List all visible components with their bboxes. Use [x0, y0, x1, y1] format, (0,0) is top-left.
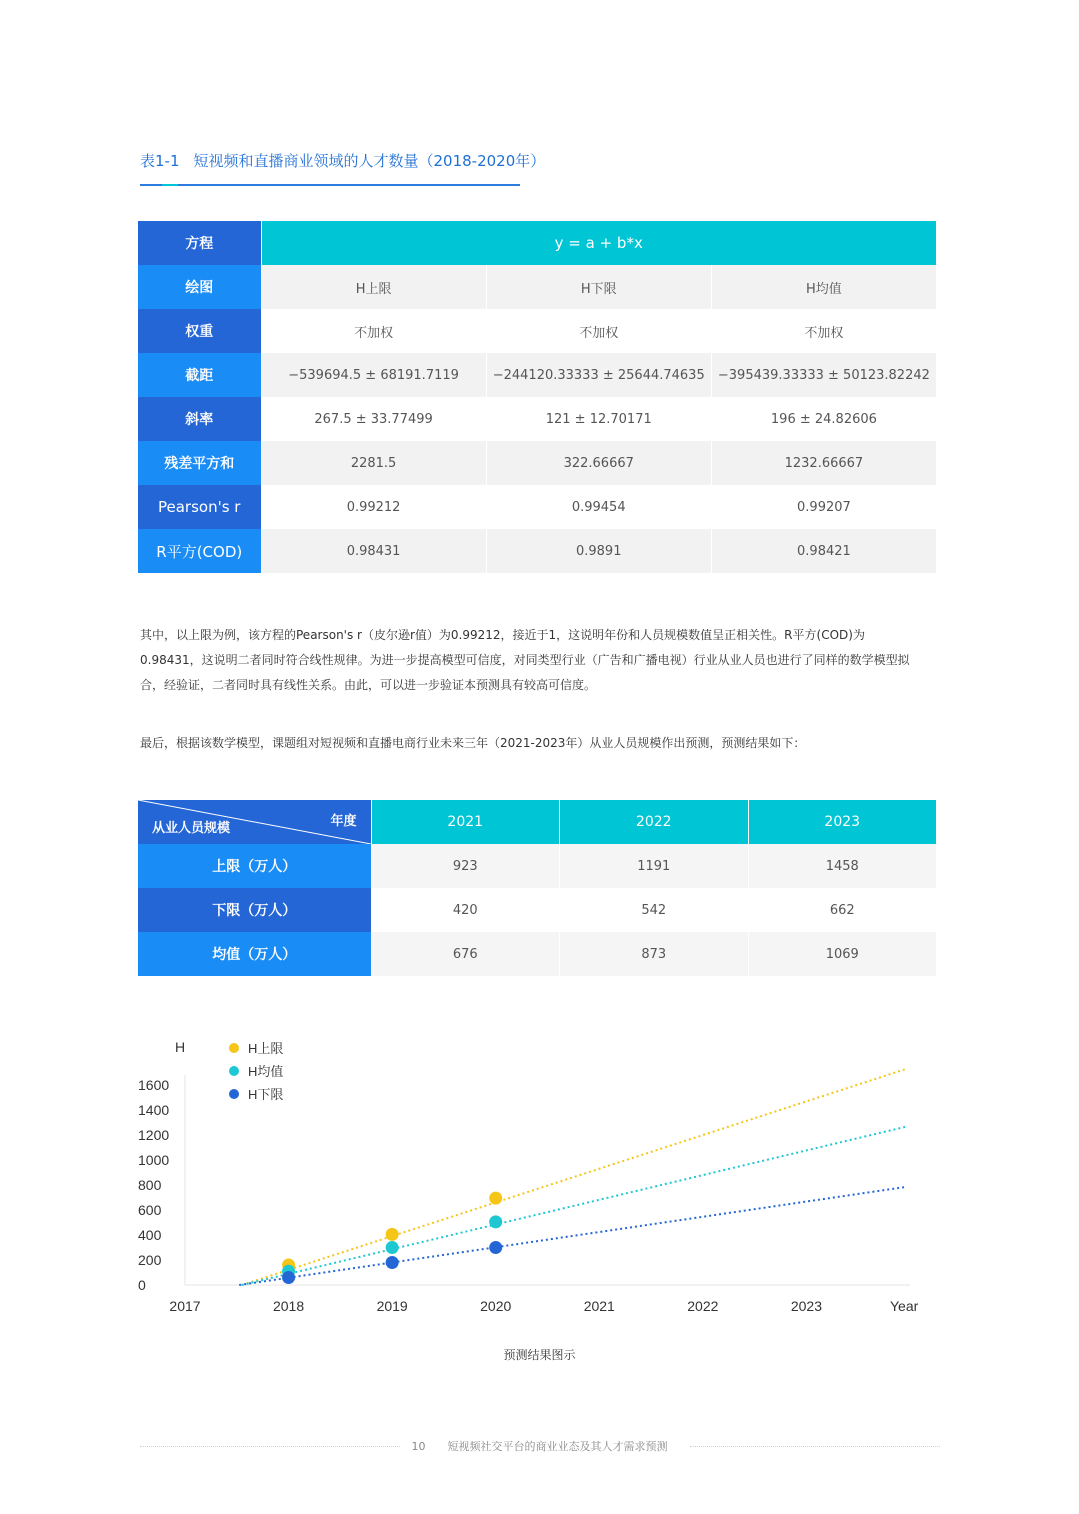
table-row [138, 485, 937, 529]
table-cell: 0.98421 [711, 529, 936, 573]
legend-label: H均值 [248, 1064, 284, 1079]
y-tick-label: 1400 [138, 1102, 170, 1118]
prediction-intro-paragraph: 最后，根据该数学模型，课题组对短视频和直播电商行业未来三年（2021-2023年）从业人员规模作出预测，预测结果如下： [140, 736, 806, 750]
table-cell: 1458 [748, 844, 937, 888]
table-cell: 1191 [560, 844, 749, 888]
footer-title: 短视频社交平台的商业业态及其人才需求预测 [447, 1440, 668, 1453]
table-cell: 676 [371, 932, 560, 976]
table-cell: 不加权 [711, 309, 936, 353]
table-cell: 873 [560, 932, 749, 976]
table-cell: 662 [748, 888, 937, 932]
row-header: R平方(COD) [138, 529, 261, 573]
trend-line [242, 1069, 905, 1285]
x-tick-label: 2019 [376, 1298, 408, 1314]
x-tick-label: 2022 [687, 1298, 719, 1314]
paragraph-line: 0.98431，这说明二者同时符合线性规律。为进一步提高模型可信度，对同类型行业（广告和广播电视）行业从业人员也进行了同样的数学模型拟 [140, 653, 910, 667]
caption-title: 短视频和直播商业领域的人才数量（2018-2020年） [193, 152, 546, 170]
caption-underline [140, 184, 520, 186]
data-point [386, 1241, 399, 1254]
table-cell: 923 [371, 844, 560, 888]
row-header: 下限（万人） [138, 888, 371, 932]
table-cell: −539694.5 ± 68191.7119 [261, 353, 486, 397]
x-tick-label: 2021 [583, 1298, 615, 1314]
table-cell: H上限 [261, 265, 486, 309]
data-point [386, 1256, 399, 1269]
table-header-row [138, 800, 937, 844]
corner-size-label: 从业人员规模 [152, 821, 231, 836]
y-tick-label: 200 [138, 1252, 162, 1268]
y-tick-label: 400 [138, 1227, 162, 1243]
row-header: 均值（万人） [138, 932, 371, 976]
table-cell: 0.98431 [261, 529, 486, 573]
y-tick-label: 600 [138, 1202, 162, 1218]
y-axis-label: H [175, 1039, 186, 1055]
year-header: 2022 [560, 800, 749, 844]
table-row [138, 309, 937, 353]
table-cell: 542 [560, 888, 749, 932]
row-header: 绘图 [138, 265, 261, 309]
trend-line [239, 1187, 905, 1285]
table-cell: 0.99454 [486, 485, 711, 529]
table-row [138, 888, 937, 932]
table-cell: 1232.66667 [711, 441, 936, 485]
x-tick-label: 2018 [272, 1298, 305, 1314]
trend-line [242, 1127, 905, 1285]
table-row [138, 932, 937, 976]
x-tick-label: 2017 [169, 1298, 201, 1314]
analysis-paragraph [140, 623, 940, 698]
row-header: Pearson's r [138, 485, 261, 529]
table-cell: −244120.33333 ± 25644.74635 [486, 353, 711, 397]
table-cell: 196 ± 24.82606 [711, 397, 936, 441]
table-caption [140, 150, 559, 171]
row-header: 截距 [138, 353, 261, 397]
prediction-chart [130, 1030, 950, 1330]
row-header: 斜率 [138, 397, 261, 441]
prediction-table [138, 800, 937, 976]
x-tick-label: 2023 [790, 1298, 823, 1314]
table-row [138, 221, 937, 265]
regression-table [138, 221, 937, 573]
caption-underline-accent [162, 184, 178, 186]
table-row [138, 353, 937, 397]
table-row [138, 441, 937, 485]
table-row [138, 529, 937, 573]
corner-header [138, 800, 371, 844]
row-header: 上限（万人） [138, 844, 371, 888]
table-cell: 0.99207 [711, 485, 936, 529]
table-row [138, 844, 937, 888]
y-tick-label: 1000 [138, 1152, 170, 1168]
table-cell: 2281.5 [261, 441, 486, 485]
legend-marker [229, 1043, 239, 1053]
caption-label: 表1-1 [140, 152, 180, 170]
table-cell: H下限 [486, 265, 711, 309]
legend-label: H下限 [248, 1087, 284, 1102]
row-header: 方程 [138, 221, 261, 265]
row-header: 残差平方和 [138, 441, 261, 485]
table-cell: 不加权 [261, 309, 486, 353]
table-cell: −395439.33333 ± 50123.82242 [711, 353, 936, 397]
table-cell: 0.99212 [261, 485, 486, 529]
legend-marker [229, 1089, 239, 1099]
corner-year-label: 年度 [330, 814, 357, 829]
table-row [138, 397, 937, 441]
table-cell: 322.66667 [486, 441, 711, 485]
y-tick-label: 1600 [138, 1077, 170, 1093]
year-header: 2023 [748, 800, 937, 844]
data-point [282, 1271, 295, 1284]
table-cell: 1069 [748, 932, 937, 976]
data-point [489, 1241, 502, 1254]
table-cell: H均值 [711, 265, 936, 309]
table-row [138, 265, 937, 309]
y-tick-label: 1200 [138, 1127, 170, 1143]
equation-cell: y = a + b*x [261, 221, 937, 265]
row-header: 权重 [138, 309, 261, 353]
table-cell: 420 [371, 888, 560, 932]
page-number: 10 [411, 1440, 426, 1453]
y-tick-label: 800 [138, 1177, 162, 1193]
table-cell: 121 ± 12.70171 [486, 397, 711, 441]
data-point [489, 1192, 502, 1205]
table-cell: 不加权 [486, 309, 711, 353]
legend-marker [229, 1066, 239, 1076]
paragraph-line: 其中，以上限为例，该方程的Pearson's r（皮尔逊r值）为0.99212，接近于1，这说明年份和人员规模数值呈正相关性。R平方(COD)为 [140, 628, 865, 642]
table-cell: 0.9891 [486, 529, 711, 573]
paragraph-line: 合，经验证，二者同时具有线性关系。由此，可以进一步验证本预测具有较高可信度。 [140, 678, 597, 692]
data-point [489, 1215, 502, 1228]
page-footer [0, 1438, 1079, 1454]
x-tick-label: 2020 [480, 1298, 512, 1314]
legend-label: H上限 [248, 1041, 284, 1056]
data-point [386, 1228, 399, 1241]
year-header: 2021 [371, 800, 560, 844]
table-cell: 267.5 ± 33.77499 [261, 397, 486, 441]
x-axis-label: Year [890, 1298, 919, 1314]
chart-title: 预测结果图示 [503, 1348, 576, 1362]
y-tick-label: 0 [138, 1277, 146, 1293]
